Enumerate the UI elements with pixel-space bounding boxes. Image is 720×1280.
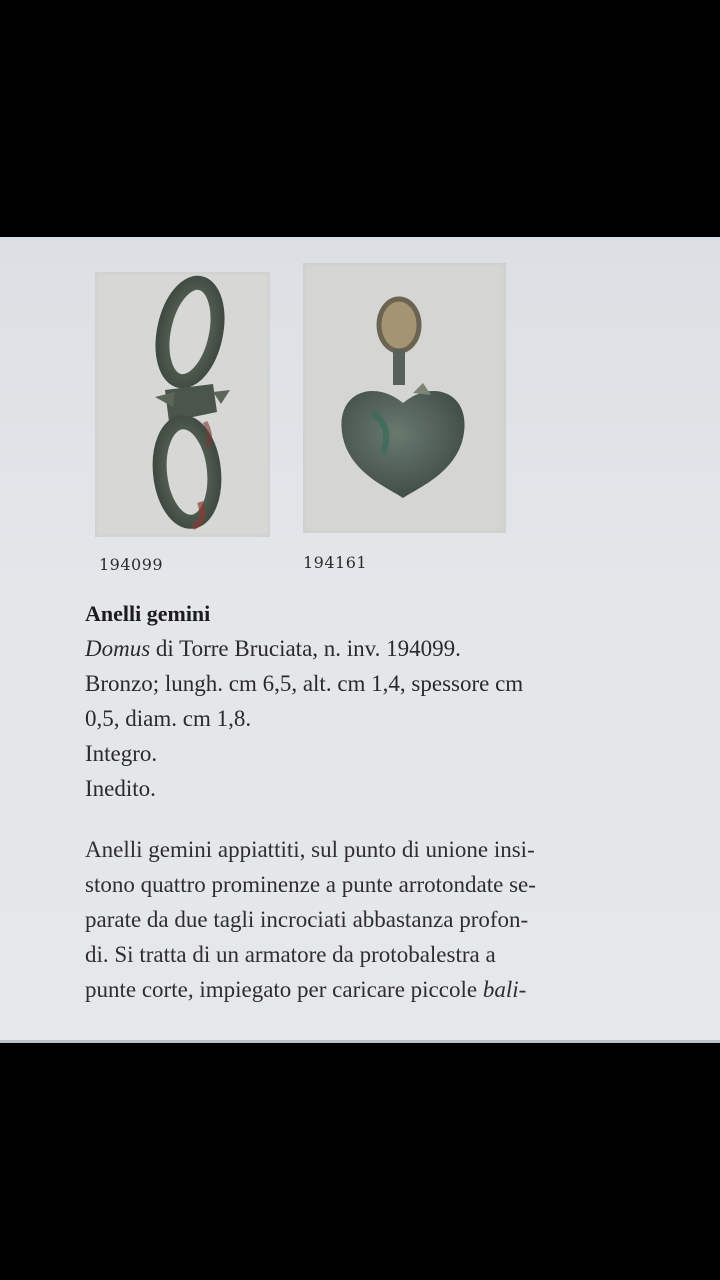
- site-line: [85, 631, 685, 666]
- pendant-image: [303, 263, 506, 533]
- site-rest: di Torre Bruciata, n. inv. 194099.: [150, 636, 461, 661]
- double-rings-image: [95, 272, 270, 537]
- description-line-4: di. Si tratta di un armatore da protobalestra a: [85, 942, 496, 967]
- site-italic: Domus: [85, 636, 151, 661]
- figure-caption-1: 194099: [99, 555, 164, 574]
- photo-pendant: [303, 263, 506, 533]
- book-page: [0, 237, 720, 1043]
- measure-line-2: 0,5, diam. cm 1,8.: [85, 706, 252, 731]
- page-bottom-edge: [0, 1040, 720, 1043]
- entry-details: [85, 631, 685, 806]
- description-line-3: parate da due tagli incrociati abbastanza profon-: [85, 907, 529, 932]
- figure-caption-2: 194161: [303, 553, 368, 572]
- description-paragraph: [85, 832, 685, 1007]
- publication-line: Inedito.: [85, 776, 156, 801]
- description-line-5: [85, 972, 685, 1007]
- entry-title: Anelli gemini: [85, 601, 211, 626]
- photo-double-rings: [95, 272, 270, 537]
- measure-line-1: Bronzo; lungh. cm 6,5, alt. cm 1,4, spessore cm: [85, 671, 524, 696]
- description-line-5-italic: bali-: [482, 977, 527, 1002]
- description-line-2: stono quattro prominenze a punte arrotondate se-: [85, 872, 536, 897]
- description-line-1: Anelli gemini appiattiti, sul punto di unione insi-: [85, 837, 535, 862]
- description-line-5-start: punte corte, impiegato per caricare piccole: [85, 977, 483, 1002]
- condition-line: Integro.: [85, 741, 158, 766]
